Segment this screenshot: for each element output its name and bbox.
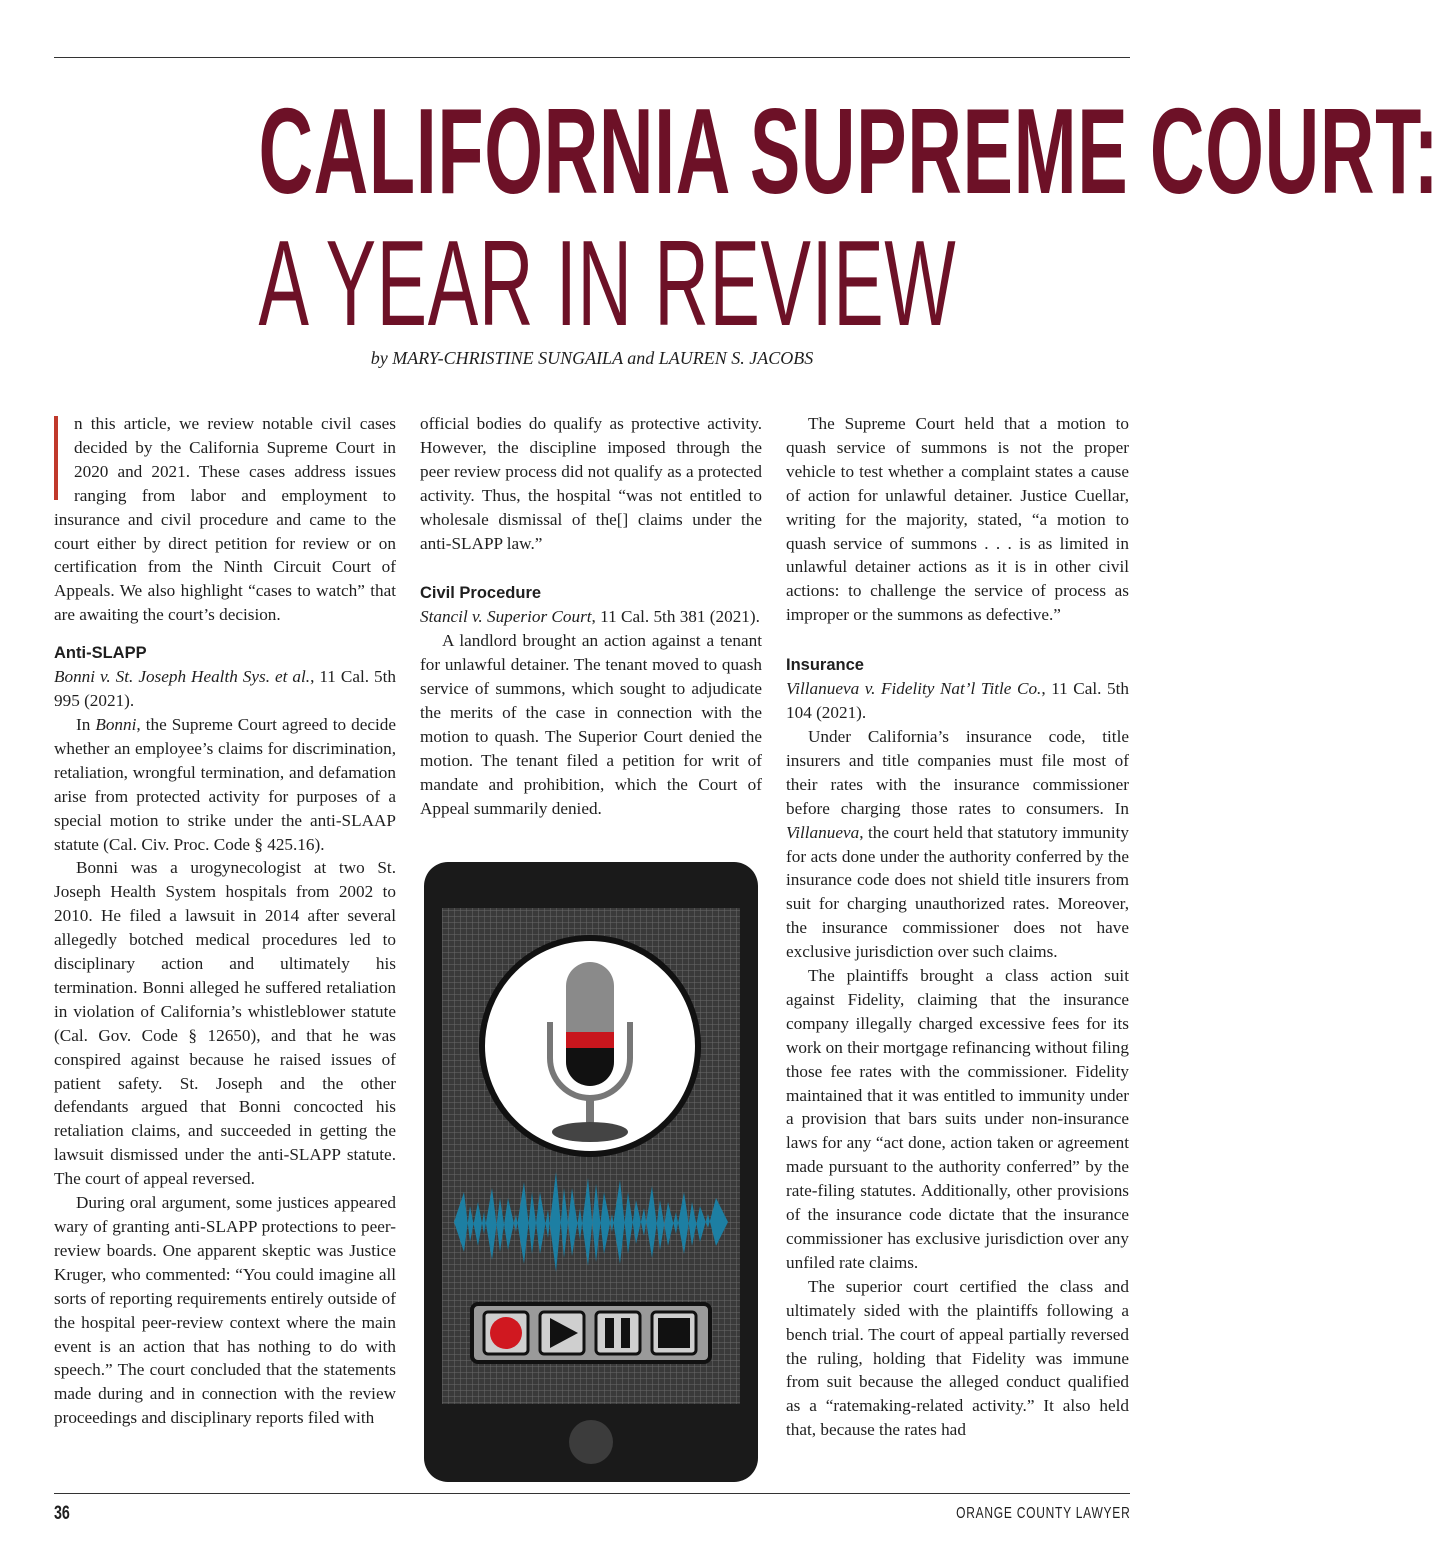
case-short-name: Villanueva <box>786 822 860 842</box>
body-paragraph: The Supreme Court held that a motion to quash service of summons is not the proper vehicle to test whether a complaint states a cause of action for unlawful detainer. Justice Cuellar, writing for the majority, stated, “a motion to quash service of summons . . . is as limited in unlawful detainer actions as it is in other civil actions: to challenge the service of process as improper or the summons as defective.” <box>786 414 1129 625</box>
column-3 <box>786 412 1129 1442</box>
publication-name: ORANGE COUNTY LAWYER <box>955 1505 1130 1522</box>
microphone-icon <box>482 938 698 1154</box>
body-paragraph: The plaintiffs brought a class action suit against Fidelity, claiming that the insurance company illegally charged excessive fees for its work on their mortgage refinancing without filing those fee rates with the commissioner. Fidelity maintained that it was entitled to immunity under a provision that bars suits under non-insurance laws for any “act done, action taken or agreement made pursuant to the authority conferred” by the rate-filing statutes. Additionally, other provisions of the insurance code dictate that the insurance commissioner has exclusive jurisdiction over any unfiled rate claims. <box>786 966 1129 1272</box>
intro-paragraph <box>54 412 396 627</box>
case-name: Bonni v. St. Joseph Health Sys. et al. <box>54 667 311 687</box>
column-1 <box>54 412 396 1430</box>
body-paragraph: Bonni was a urogynecologist at two St. Joseph Health System hospitals from 2002 to 2010. He filed a lawsuit in 2014 after several allegedly botched medical procedures led to disciplinary action and ultimately his termination. Bonni alleged he suffered retaliation in violation of California’s whistleblower statute (Cal. Gov. Code § 12650), and that he was conspired against because he raised issues of patient safety. St. Joseph and the other defendants argued that Bonni concocted his retaliation claims, and succeeded in getting the lawsuit dismissed under the anti-SLAPP statute. The court of appeal reversed. <box>54 858 396 1189</box>
case-short-name: Bonni <box>95 714 137 734</box>
intro-text: n this article, we review notable civil cases decided by the California Supreme Court in 2020 and 2021. These cases address issues ranging from labor and employment to insurance and civil procedure and came to the court either by direct petition for review or on certification from the Ninth Circuit Court of Appeals. We also highlight “cases to watch” that are awaiting the court’s decision. <box>54 414 396 625</box>
byline: by MARY-CHRISTINE SUNGAILA and LAUREN S. JACOBS <box>370 348 814 368</box>
page-number: 36 <box>54 1503 70 1524</box>
case-citation <box>786 677 1129 725</box>
media-controls <box>472 1304 710 1362</box>
case-cite: , 11 Cal. 5th 381 (2021). <box>591 607 760 627</box>
case-cite: , 11 Cal. 5th 995 (2021). <box>54 667 396 711</box>
bottom-rule <box>54 1493 1130 1494</box>
page-title-line-2: A YEAR IN REVIEW <box>258 215 957 351</box>
section-heading-civil-procedure: Civil Procedure <box>420 584 542 603</box>
section-heading-anti-slapp: Anti-SLAPP <box>54 644 147 663</box>
record-icon <box>490 1317 522 1349</box>
case-name: Stancil v. Superior Court <box>420 607 592 627</box>
case-cite: , 11 Cal. 5th 104 (2021). <box>786 679 1129 723</box>
drop-cap-bar <box>54 416 68 500</box>
body-paragraph: The superior court certified the class and ultimately sided with the plaintiffs following a bench trial. The court of appeal partially reversed the ruling, holding that Fidelity was immune from suit because the alleged conduct qualified as a “ratemaking-related activity.” It also held that, because the rates had <box>786 1276 1129 1440</box>
body-paragraph: During oral argument, some justices appeared wary of granting anti-SLAPP protections to peer-review boards. One apparent skeptic was Justice Kruger, who commented: “You could imagine all sorts of reporting requirements entirely outside of the hospital peer-review context where the main event is an action that has nothing to do with speech.” The court concluded that the statements made during and in connection with the review proceedings and disciplinary reports filed with <box>54 1193 396 1428</box>
smartphone-illustration <box>424 862 758 1482</box>
body-paragraph: In Bonni, the Supreme Court agreed to decide whether an employee’s claims for discrimination, retaliation, wrongful termination, and defamation arise from protected activity for purposes of a special motion to strike under the anti-SLAAP statute (Cal. Civ. Proc. Code § 425.16). <box>54 714 396 854</box>
column-2 <box>420 412 762 821</box>
body-paragraph: official bodies do qualify as protective activity. However, the discipline imposed through the peer review process did not qualify as a protected activity. Thus, the hospital “was not entitled to wholesale dismissal of the[] claims under the anti-SLAPP law.” <box>420 414 762 553</box>
body-paragraph: A landlord brought an action against a tenant for unlawful detainer. The tenant moved to quash service of summons, which sought to adjudicate the merits of the case in connection with the motion to quash. The Superior Court denied the motion. The tenant filed a petition for writ of mandate and prohibition, which the Court of Appeal summarily denied. <box>420 631 762 818</box>
case-citation <box>54 665 396 713</box>
section-heading-insurance: Insurance <box>786 656 864 675</box>
case-name: Villanueva v. Fidelity Nat’l Title Co. <box>786 679 1042 699</box>
page-title-line-1: CALIFORNIA SUPREME COURT: <box>258 83 1439 219</box>
stop-icon <box>658 1318 690 1348</box>
top-rule <box>54 57 1130 58</box>
case-citation <box>420 605 762 629</box>
body-paragraph: Under California’s insurance code, title insurers and title companies must file most of their rates with the insurance commissioner before charging those rates to consumers. In Villanueva, the court held that statutory immunity for acts done under the authority conferred by the insurance code does not shield title insurers from suit for charging unauthorized rates. Moreover, the insurance commissioner does not have exclusive jurisdiction over such claims. <box>786 726 1129 962</box>
